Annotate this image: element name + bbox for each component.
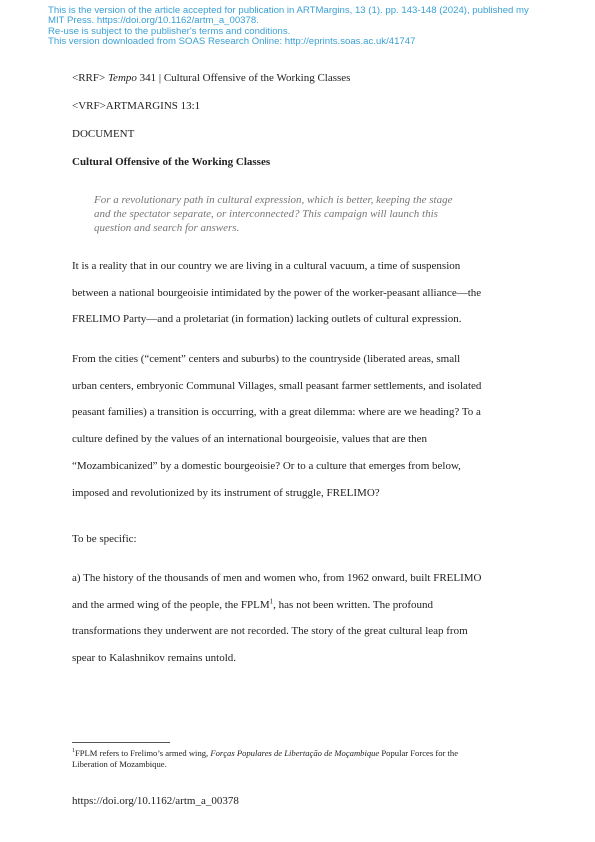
footnote-italic: Forças Populares de Libertação de Moçambique — [210, 748, 380, 758]
paragraph-line: between a national bourgeoisie intimidated by the power of the worker-peasant alliance—the — [72, 286, 482, 299]
running-head-vrf: <VRF>ARTMARGINS 13:1 — [72, 100, 201, 112]
article-title: Cultural Offensive of the Working Classes — [72, 156, 271, 168]
paragraph-line: urban centers, embryonic Communal Villages, small peasant farmer settlements, and isolated — [72, 379, 482, 392]
rrf-rest: 341 | Cultural Offensive of the Working Classes — [136, 72, 351, 84]
epigraph — [94, 193, 514, 236]
paragraph-line: transformations they underwent are not recorded. The story of the great cultural leap from — [72, 625, 468, 638]
paragraph-line: spear to Kalashnikov remains untold. — [72, 652, 237, 665]
body-paragraph-4 — [72, 565, 532, 672]
paragraph-line: “Mozambicanized” by a domestic bourgeoisie? Or to a culture that emerges from below, — [72, 459, 461, 472]
paragraph-line — [72, 592, 532, 619]
section-label: DOCUMENT — [72, 128, 135, 140]
paragraph-line: FRELIMO Party—and a proletariat (in formation) lacking outlets of cultural expression. — [72, 313, 462, 326]
notice-line: MIT Press. https://doi.org/10.1162/artm_a_00378. — [48, 15, 259, 27]
paragraph-line: culture defined by the values of an international bourgeoisie, values that are then — [72, 433, 428, 446]
rrf-prefix: <RRF> — [72, 72, 108, 84]
footnote-line — [72, 748, 532, 759]
epigraph-line: question and search for answers. — [94, 222, 240, 235]
epigraph-line: and the spectator separate, or interconnected? This campaign will launch this — [94, 208, 438, 221]
body-paragraph-1 — [72, 253, 532, 333]
body-paragraph-3 — [72, 526, 532, 553]
running-head-rrf — [72, 72, 350, 84]
publication-notice — [48, 6, 588, 48]
body-paragraph-2 — [72, 346, 532, 506]
notice-line: Re-use is subject to the publisher's terms and conditions. — [48, 25, 291, 37]
doi-link[interactable]: https://doi.org/10.1162/artm_a_00378 — [72, 795, 239, 807]
paragraph-line: It is a reality that in our country we are living in a cultural vacuum, a time of suspension — [72, 260, 461, 272]
footnote-ref[interactable]: 1 — [269, 597, 274, 606]
notice-line: This is the version of the article accepted for publication in ARTMargins, 13 (1). pp. 143-148 (2024), published my — [48, 5, 529, 16]
rrf-journal: Tempo — [107, 72, 137, 84]
paragraph-line: imposed and revolutionized by its instrument of struggle, FRELIMO? — [72, 486, 380, 499]
footnote-divider — [72, 742, 170, 743]
footnote-text: Popular Forces for the — [379, 748, 459, 758]
line-text: and the armed wing of the people, the FPLM — [72, 598, 270, 611]
line-text: , has not been written. The profound — [273, 598, 434, 611]
paragraph-line: To be specific: — [72, 533, 137, 545]
footnote — [72, 748, 532, 770]
paragraph-line: peasant families) a transition is occurring, with a great dilemma: where are we heading? To a — [72, 406, 481, 419]
footnote-marker: 1 — [72, 748, 75, 755]
notice-line: This version downloaded from SOAS Research Online: http://eprints.soas.ac.uk/41747 — [48, 36, 416, 48]
footnote-line: Liberation of Mozambique. — [72, 759, 167, 769]
footnote-text: FPLM refers to Frelimo’s armed wing, — [75, 748, 211, 758]
paragraph-line: a) The history of the thousands of men and women who, from 1962 onward, built FRELIMO — [72, 572, 482, 584]
paragraph-line: From the cities (“cement” centers and suburbs) to the countryside (liberated areas, small — [72, 353, 461, 365]
epigraph-line: For a revolutionary path in cultural expression, which is better, keeping the stage — [94, 194, 453, 206]
